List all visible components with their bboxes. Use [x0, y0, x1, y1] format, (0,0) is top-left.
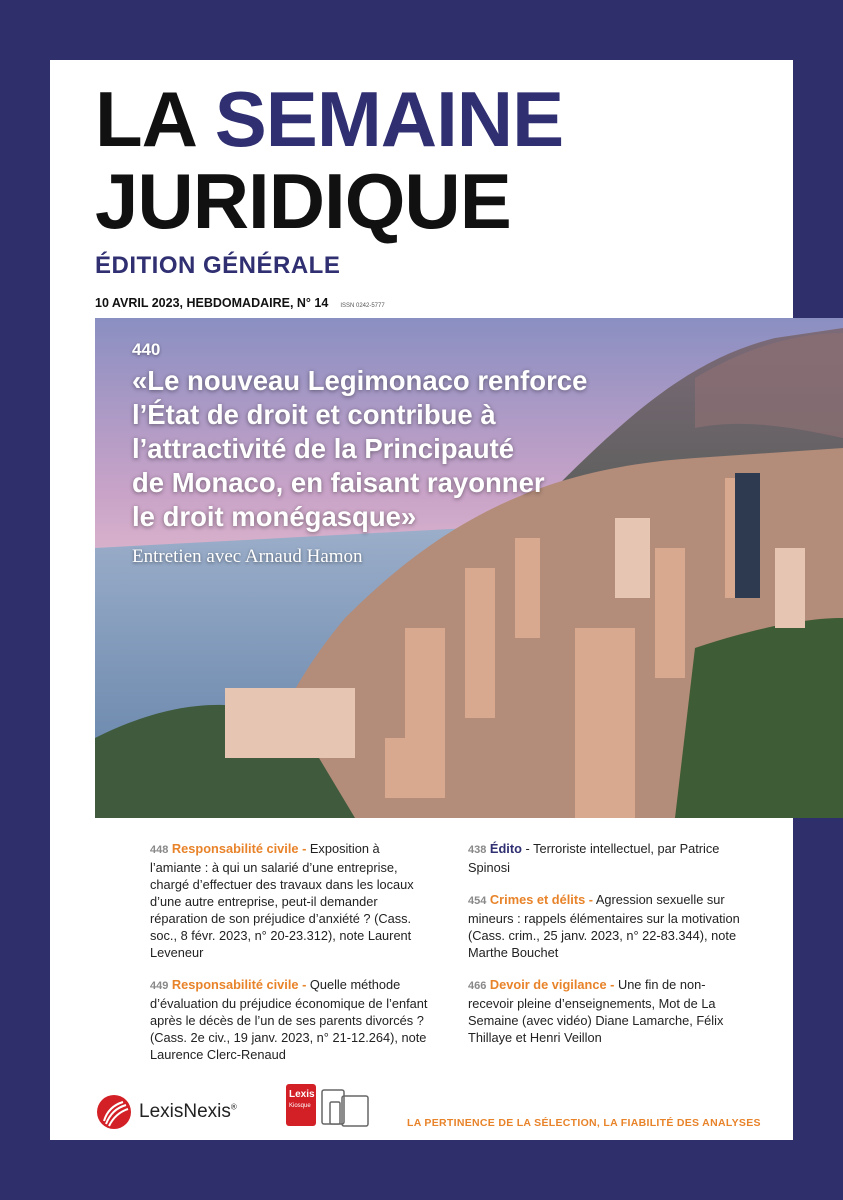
headline-line: de Monaco, en faisant rayonner: [132, 467, 545, 498]
tagline: LA PERTINENCE DE LA SÉLECTION, LA FIABILITÉ DES ANALYSES: [407, 1117, 761, 1129]
lexis-kiosque-badge: [286, 1082, 372, 1133]
article-rubric: Responsabilité civile -: [171, 977, 307, 992]
lexisnexis-flame-icon: [95, 1093, 133, 1131]
title-juridique: JURIDIQUE: [95, 157, 511, 245]
contents-item[interactable]: [150, 976, 430, 1063]
title-semaine: SEMAINE: [214, 75, 564, 163]
title-la: LA: [95, 75, 215, 163]
headline-line: le droit monégasque»: [132, 501, 417, 532]
issue-date: 10 AVRIL 2023, HEBDOMADAIRE, N° 14: [95, 296, 329, 310]
article-rubric: Édito: [489, 841, 522, 856]
article-rubric: Crimes et délits -: [489, 892, 594, 907]
headline-line: l’attractivité de la Principauté: [132, 433, 515, 464]
kiosk-label: Lexis Kiosque: [289, 1089, 315, 1109]
article-summary: Quelle méthode d’évaluation du préjudice économique de l’enfant après le décès de l’un de ses parents divorcés ? (Cass. 2e civ., 19 janv. 2023, n° 21-12.264), note Laurence Clerc-Renaud: [150, 977, 428, 1062]
edition-label: ÉDITION GÉNÉRALE: [95, 252, 341, 279]
contents-item[interactable]: [150, 840, 430, 961]
article-rubric: Responsabilité civile -: [171, 841, 307, 856]
article-number: 454: [468, 895, 487, 907]
article-rubric: Devoir de vigilance -: [489, 977, 615, 992]
headline-line: «Le nouveau Legimonaco renforce: [132, 365, 588, 396]
magazine-title: [95, 75, 564, 245]
publisher-name: LexisNexis®: [139, 1101, 237, 1122]
article-summary: Exposition à l’amiante : à qui un salarié d’une entreprise, chargé d’effectuer des travaux dans les locaux d’une autre entreprise, peut-il demander réparation de son préjudice d’anxiété ? (Cass. soc., 8 févr. 2023, n° 20-23.312), note Laurent Leveneur: [150, 841, 414, 960]
article-summary: Agression sexuelle sur mineurs : rappels élémentaires sur la motivation (Cass. crim., 25 janv. 2023, n° 22-83.344), note Marthe Bouchet: [468, 892, 740, 960]
article-number: 448: [150, 844, 169, 856]
contents-left-column: [150, 840, 430, 1078]
dateline: [95, 296, 385, 310]
article-summary: - Terroriste intellectuel, par Patrice Spinosi: [468, 841, 720, 875]
article-number: 466: [468, 980, 487, 992]
article-number: 449: [150, 980, 169, 992]
lexisnexis-logo: [95, 1093, 237, 1131]
issn: ISSN 0242-5777: [340, 303, 385, 309]
headline-line: l’État de droit et contribue à: [132, 399, 496, 430]
article-summary: Une fin de non-recevoir pleine d’enseignements, Mot de La Semaine (avec vidéo) Diane Lamarche, Félix Thillaye et Henri Veillon: [468, 977, 724, 1045]
article-number: 438: [468, 844, 487, 856]
cover-story-number: 440: [132, 340, 161, 359]
cover-story-headline: [132, 364, 732, 534]
cover-photo-monaco: [95, 318, 843, 818]
contents-item[interactable]: [468, 840, 743, 876]
contents-item[interactable]: [468, 891, 743, 961]
contents-right-column: [468, 840, 743, 1061]
cover-story-subtitle: Entretien avec Arnaud Hamon: [132, 546, 363, 567]
contents-item[interactable]: [468, 976, 743, 1046]
